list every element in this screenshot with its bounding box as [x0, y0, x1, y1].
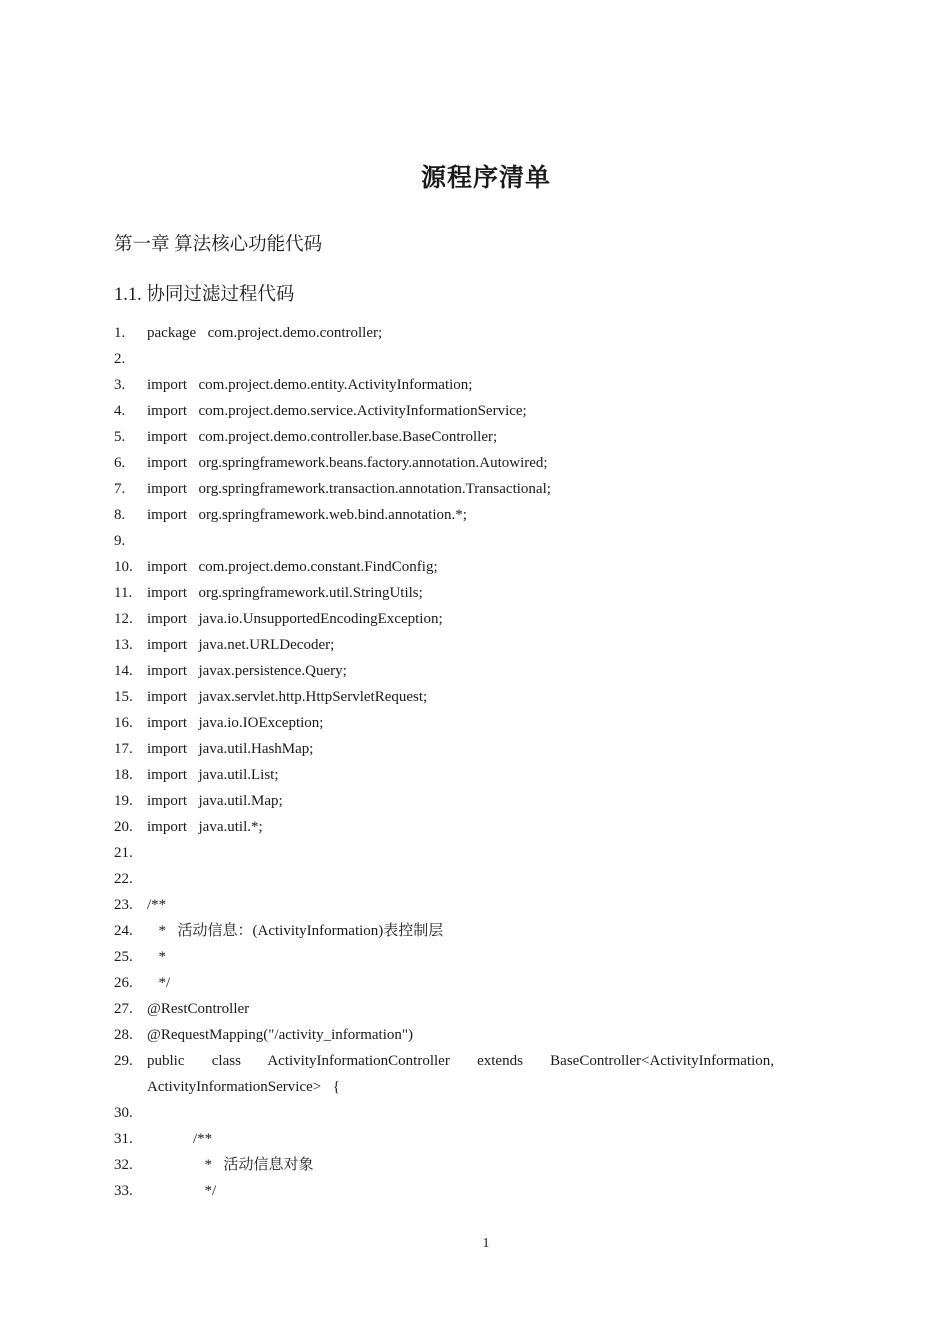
line-number: 28.: [114, 1027, 133, 1043]
line-number: 10.: [114, 559, 133, 575]
line-text: import org.springframework.web.bind.annotation.*;: [147, 507, 467, 523]
line-text: import java.util.HashMap;: [147, 741, 314, 757]
line-number: 20.: [114, 819, 133, 835]
line-text: import java.io.UnsupportedEncodingException;: [147, 611, 443, 627]
code-line: [114, 840, 774, 866]
line-number: 21.: [114, 845, 133, 861]
line-number: 25.: [114, 949, 133, 965]
line-number: 27.: [114, 1001, 133, 1017]
line-number: 11.: [114, 585, 133, 601]
line-text: import org.springframework.transaction.annotation.Transactional;: [147, 481, 551, 497]
line-text: import java.net.URLDecoder;: [147, 637, 335, 653]
line-number: 14.: [114, 663, 133, 679]
code-line: [114, 918, 774, 944]
line-text: * 活动信息：(ActivityInformation)表控制层: [147, 923, 444, 939]
page-title: 源程序清单: [420, 165, 551, 192]
code-line: [114, 1178, 774, 1204]
line-number: 16.: [114, 715, 133, 731]
line-text: import javax.servlet.http.HttpServletRequest;: [147, 689, 428, 705]
line-number: 23.: [114, 897, 133, 913]
line-text: import java.util.*;: [147, 819, 263, 835]
line-number: 9.: [114, 533, 126, 549]
line-text: package com.project.demo.controller;: [147, 325, 383, 341]
code-line: [114, 814, 774, 840]
code-line: [114, 346, 774, 372]
line-number: 4.: [114, 403, 126, 419]
line-text: import org.springframework.beans.factory.annotation.Autowired;: [147, 455, 548, 471]
line-number: 26.: [114, 975, 133, 991]
code-line: [114, 450, 774, 476]
line-text: /**: [147, 1131, 213, 1147]
code-line: [114, 892, 774, 918]
line-text: public class ActivityInformationController extends BaseController<ActivityInformation, ActivityInformationService> {: [147, 1053, 786, 1095]
line-text: /**: [147, 897, 167, 913]
line-text: *: [147, 949, 166, 965]
page-number: 1: [482, 1236, 490, 1251]
code-line: [114, 684, 774, 710]
line-number: 17.: [114, 741, 133, 757]
line-number: 12.: [114, 611, 133, 627]
line-number: 2.: [114, 351, 126, 367]
line-number: 15.: [114, 689, 133, 705]
code-line: [114, 788, 774, 814]
line-number: 13.: [114, 637, 133, 653]
line-number: 29.: [114, 1053, 133, 1069]
line-number: 7.: [114, 481, 126, 497]
line-text: import com.project.demo.controller.base.BaseController;: [147, 429, 498, 445]
line-number: 32.: [114, 1157, 133, 1173]
line-text: import java.io.IOException;: [147, 715, 324, 731]
line-text: import org.springframework.util.StringUtils;: [147, 585, 423, 601]
line-text: import com.project.demo.service.ActivityInformationService;: [147, 403, 527, 419]
code-line: [114, 1152, 774, 1178]
line-number: 8.: [114, 507, 126, 523]
code-line: [114, 970, 774, 996]
code-line: [114, 372, 774, 398]
code-line: [114, 528, 774, 554]
line-text: import com.project.demo.entity.ActivityInformation;: [147, 377, 473, 393]
code-line: [114, 476, 774, 502]
code-line: [114, 1126, 774, 1152]
line-text: import com.project.demo.constant.FindConfig;: [147, 559, 438, 575]
line-text: import java.util.List;: [147, 767, 279, 783]
chapter-heading: 第一章 算法核心功能代码: [114, 235, 323, 255]
line-number: 6.: [114, 455, 126, 471]
code-line: [114, 866, 774, 892]
line-number: 22.: [114, 871, 133, 887]
code-line: [114, 554, 774, 580]
section-heading: 1.1. 协同过滤过程代码: [114, 285, 295, 305]
line-text: */: [147, 1183, 217, 1199]
code-line: [114, 606, 774, 632]
line-number: 3.: [114, 377, 126, 393]
code-line: [114, 762, 774, 788]
code-line: [114, 996, 774, 1022]
code-line: [114, 710, 774, 736]
line-text: import javax.persistence.Query;: [147, 663, 347, 679]
code-line: [114, 398, 774, 424]
line-number: 33.: [114, 1183, 133, 1199]
line-number: 24.: [114, 923, 133, 939]
line-text: * 活动信息对象: [147, 1157, 314, 1173]
code-line: [114, 658, 774, 684]
code-line: [114, 424, 774, 450]
line-text: import java.util.Map;: [147, 793, 283, 809]
line-text: @RestController: [147, 1001, 250, 1017]
line-text: @RequestMapping("/activity_information"): [147, 1027, 414, 1043]
line-number: 1.: [114, 325, 126, 341]
code-line: [114, 736, 774, 762]
code-listing: [114, 320, 786, 1204]
line-number: 19.: [114, 793, 133, 809]
code-line: [114, 580, 774, 606]
code-line: [114, 632, 774, 658]
code-line: [114, 320, 774, 346]
code-line: [114, 944, 774, 970]
code-line: [114, 502, 774, 528]
line-number: 30.: [114, 1105, 133, 1121]
code-line: [114, 1100, 774, 1126]
line-number: 18.: [114, 767, 133, 783]
line-number: 31.: [114, 1131, 133, 1147]
code-line: [114, 1048, 786, 1100]
line-number: 5.: [114, 429, 126, 445]
line-text: */: [147, 975, 171, 991]
code-line: [114, 1022, 774, 1048]
